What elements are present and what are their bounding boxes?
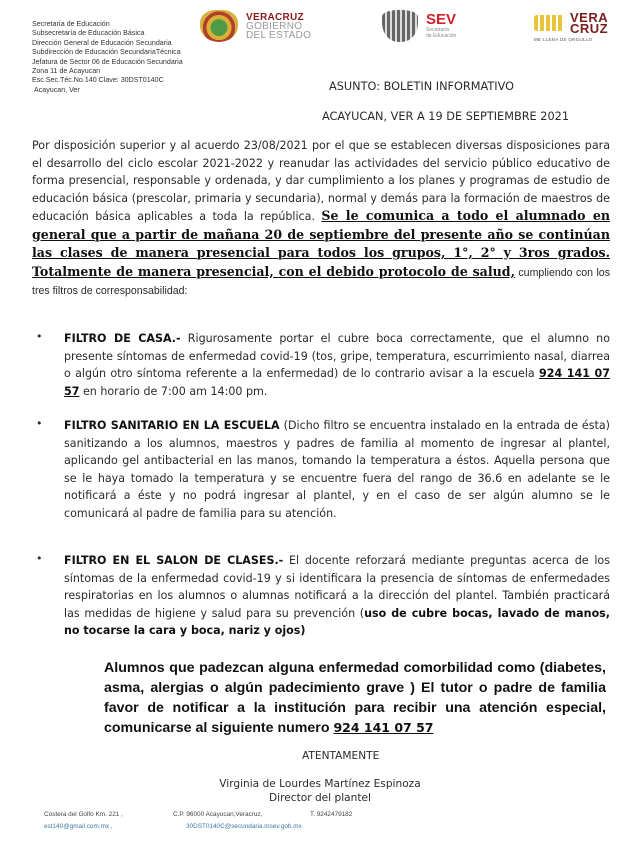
logo-text: Secretaría xyxy=(426,27,450,33)
signature-role: Director del plantel xyxy=(269,792,371,804)
institution-line: Subsecretaría de Educación Básica xyxy=(32,29,145,38)
notice-text: Alumnos que padezcan alguna enfermedad comorbilidad como (diabetes, asma, alergias o algún padecimiento grave ) El tutor o padre de familia favor de notificar a la institución para recibir una atención especial, comunicarse al siguiente numero xyxy=(104,660,606,736)
institution-line: Dirección General de Educación Secundaria xyxy=(32,38,172,47)
filter-bold-tail: uso de cubre bocas, lavado de manos, no tocarse la cara y boca, nariz y ojos) xyxy=(64,606,611,637)
sev-logo xyxy=(382,10,456,42)
sun-icon xyxy=(534,15,564,31)
institution-line: Subdirección de Educación SecundariaTécnica xyxy=(32,48,181,57)
closing: ATENTAMENTE xyxy=(302,750,380,762)
institution-line: Esc.Sec.Téc.No.140 Clave: 30DST0140C xyxy=(32,76,164,85)
footer-phone: T. 9242479182 xyxy=(310,811,353,818)
logo-text: de Educación xyxy=(426,33,457,39)
logo-tagline: ME LLENA DE ORGULLO xyxy=(534,37,593,42)
filter-title: FILTRO EN EL SALON DE CLASES.- xyxy=(64,554,284,567)
veracruz-brand-logo xyxy=(534,12,608,42)
signature-name: Virginia de Lourdes Martínez Espinoza xyxy=(219,778,421,790)
institution-line: Acayucan, Ver xyxy=(34,85,80,94)
logo-text: VERACRUZ xyxy=(246,11,304,23)
footer-address: Costera del Golfo Km. 221 , xyxy=(44,811,123,818)
institution-line: Jefatura de Sector 06 de Educación Secundaria xyxy=(32,57,183,66)
filter-text: en horario de 7:00 am 14:00 pm. xyxy=(79,384,268,398)
institution-line: Zona 11 de Acayucan xyxy=(32,67,101,76)
filter-text: (Dicho filtro se encuentra instalado en la entrada de ésta) sanitizando a los alumnos, maestros y padres de familia al momento de ingresar al plantel, aplicando gel antibacterial en las manos, tomando la temperatura a éstos. Aquella persona que se le haya tomado la temperatura y se encuentre fuera del rango de 36.6 en adelante se le notificará a éste y no podrá ingresar al plantel, y en el caso de ser algún alumno se le comunicará al padre de familia para su atención. xyxy=(64,419,610,520)
state-coat-of-arms-icon xyxy=(200,10,238,42)
footer-postal: C.P. 96000 Acayucan,Veracruz, xyxy=(173,811,263,818)
logo-text: SEV xyxy=(426,11,457,28)
filter-title: FILTRO SANITARIO EN LA ESCUELA xyxy=(64,419,280,432)
subject-line: ASUNTO: BOLETIN INFORMATIVO xyxy=(329,80,515,93)
institution-line: Secretaría de Educación xyxy=(32,20,110,28)
filter-title: FILTRO DE CASA.- xyxy=(64,332,181,345)
veracruz-government-logo xyxy=(200,10,311,42)
intro-tail: cumpliendo con los tres filtros de corresponsabilidad: xyxy=(32,266,610,297)
logo-text: VERA xyxy=(570,10,609,25)
logo-text: DEL ESTADO xyxy=(246,29,312,41)
logo-text: GOBIERNO xyxy=(246,20,303,32)
bullet-icon: • xyxy=(36,417,43,430)
phone-number: 924 141 07 57 xyxy=(64,367,610,398)
intro-text: Por disposición superior y al acuerdo 23/08/2021 por el que se establecen diversas disposiciones para el desarrollo del ciclo escolar 2021-2022 y reanudar las actividades del servicio público educativo de forma presencial, responsable y ordenada, y dar cumplimiento a los planes y programas de estudio de educación básica (prescolar, primaria y secundaria), normal y demás para la formación de maestros de educación básica aplicables a toda la república. xyxy=(32,139,610,223)
phone-number: 924 141 07 57 xyxy=(333,720,434,735)
sev-seal-icon xyxy=(382,10,418,42)
bullet-icon: • xyxy=(36,330,43,343)
filter-text: El docente reforzará mediante preguntas acerca de los síntomas de la enfermedad covid-19 y si identificara la presencia de síntomas de enfermedades respiratorias en los alumnos o alumnas notificará a la dirección del plantel. También practicará las medidas de higiene y salud para su prevención ( xyxy=(64,554,610,620)
logo-text: CRUZ xyxy=(570,21,609,36)
comorbidity-notice xyxy=(104,658,606,738)
filter-text: Rigurosamente portar el cubre boca correctamente, que el alumno no presente síntomas de enfermedad covid-19 (tos, gripe, temperatura, escurrimiento nasal, diarrea o algún otro síntoma referente a la enfermedad) de lo contrario avisar a la escuela xyxy=(64,332,610,380)
filter-item xyxy=(64,330,610,400)
filter-item xyxy=(64,417,610,522)
intro-paragraph xyxy=(32,137,610,301)
intro-emphasis: Se le comunica a todo el alumnado en general que a partir de mañana 20 de septiembre del presente año se continúan las clases de manera presencial para todos los grupos, 1°, 2° y 3ros grados. Totalmente de manera presencial, con el debido protocolo de salud, xyxy=(32,208,610,279)
institution-header xyxy=(32,20,183,95)
filter-item xyxy=(64,552,610,640)
place-date: ACAYUCAN, VER A 19 DE SEPTIEMBRE 2021 xyxy=(322,110,570,123)
bullet-icon: • xyxy=(36,552,43,565)
footer-email[interactable]: est140@gmail.com.mx , xyxy=(44,823,113,830)
footer-email[interactable]: 30DST0140C@secundaria.msev.gob.mx xyxy=(186,823,302,830)
